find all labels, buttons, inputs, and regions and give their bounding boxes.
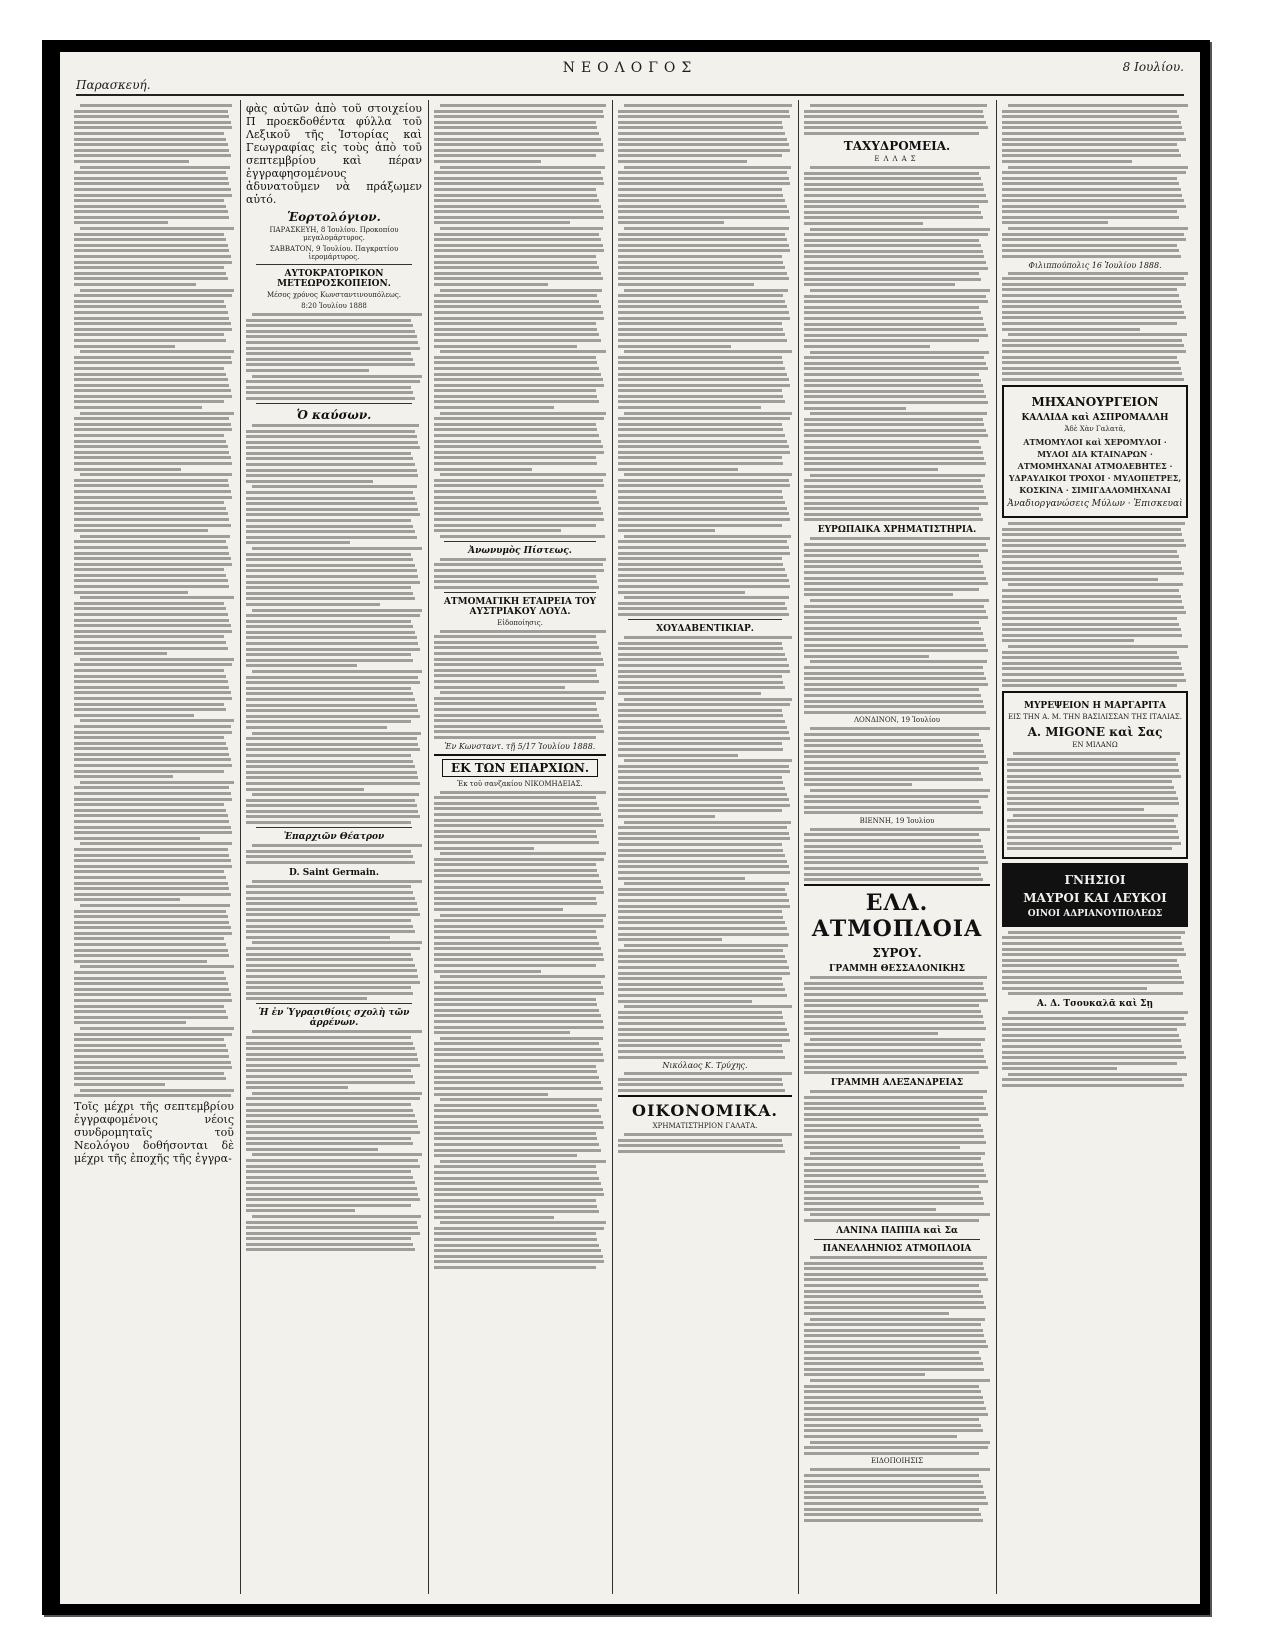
column-rule bbox=[798, 100, 799, 1594]
eortologion-friday: ΠΑΡΑΣΚΕΥΗ, 8 Ἰουλίου. Προκοπίου μεγαλομάρτυρος. bbox=[269, 226, 399, 242]
market-table bbox=[804, 727, 990, 814]
article-text bbox=[1002, 1011, 1188, 1087]
panhellenic-heading: ΠΑΝΕΛΛΗΝΙΟΣ ΑΤΜΟΠΛΟΙΑ bbox=[822, 1243, 972, 1254]
exchange-subheading: ΧΡΗΜΑΤΙΣΤΗΡΙΟΝ ΓΑΛΑΤΑ. bbox=[652, 1121, 758, 1130]
section-heading-chowdabentikiar: ΧΟΥΔΑΒΕΝΤΙΚΙΑΡ. bbox=[656, 624, 754, 635]
section-heading-provinces: ΕΚ ΤΩΝ ΕΠΑΡΧΙΩΝ. bbox=[442, 759, 598, 777]
perfumery-ad bbox=[1002, 691, 1188, 859]
section-heading-heat: Ὁ καύσων. bbox=[296, 407, 372, 422]
nikomedeia-subheading: Ἐκ τοῦ σανζακίου ΝΙΚΟΜΗΔΕΙΑΣ. bbox=[457, 779, 583, 788]
section-heading-oikonomika: ΟΙΚΟΝΟΜΙΚΑ. bbox=[632, 1100, 778, 1120]
article-text bbox=[618, 636, 792, 1059]
wine-ad bbox=[1002, 863, 1188, 927]
perfumery-title: ΜΥΡΕΨΕΙΟΝ Η ΜΑΡΓΑΡΙΤΑ bbox=[1024, 701, 1166, 712]
observatory-time: Μέσος χρόνος Κωνσταντινουπόλεως. bbox=[266, 291, 402, 299]
article-text bbox=[246, 1030, 422, 1251]
wine-agent: Α. Δ. Τσουκαλᾶ καὶ Σῃ bbox=[1036, 999, 1154, 1010]
subscription-notice-cont: φὰς αὐτῶν ἀπὸ τοῦ στοιχείου Π προεκδοθέντα φύλλα τοῦ Λεξικοῦ τῆς Ἱστορίας καὶ Γεωγραφίας εἰς τοὺς ἀπὸ τοῦ σεπτεμβρίου καὶ πέραν ἐγγραφησομένους ἀδυνατοῦμεν νὰ πράξωμεν αὐτό. bbox=[246, 102, 422, 206]
article-text bbox=[804, 166, 990, 521]
steamship-ad-title: ΕΛΛ. ΑΤΜΟΠΛΟΙΑ bbox=[811, 890, 983, 943]
date-line: Ἐν Κωνσταντ. τῇ 5/17 Ἰουλίου 1888. bbox=[444, 741, 596, 751]
masthead-section: Παρασκευή. bbox=[76, 78, 151, 92]
column-rule bbox=[240, 100, 241, 1594]
weather-table bbox=[246, 313, 422, 400]
article-text bbox=[246, 880, 422, 1000]
article-text bbox=[1002, 272, 1188, 381]
perfumery-brand: A. MIGONE καὶ Σας bbox=[1027, 725, 1163, 740]
article-text bbox=[1002, 931, 1188, 996]
machine-shop-address: Ἀδὲ Χὰν Γαλατᾶ, bbox=[1064, 424, 1126, 433]
article-text bbox=[1002, 104, 1188, 258]
wine-subtitle-2: ΟΙΝΟΙ ΑΔΡΙΑΝΟΥΠΟΛΕΩΣ bbox=[1027, 908, 1163, 919]
signature: Νικόλαος Κ. Τρύχης. bbox=[662, 1061, 748, 1071]
article-text bbox=[246, 424, 422, 824]
column-2 bbox=[246, 102, 422, 1592]
exchange-table bbox=[804, 104, 990, 135]
article-text bbox=[804, 976, 990, 1074]
article-text bbox=[434, 104, 606, 538]
market-table bbox=[804, 537, 990, 713]
wine-title: ΓΝΗΣΙΟΙ bbox=[1064, 872, 1126, 887]
alexandria-line-heading: ΓΡΑΜΜΗ ΑΛΕΞΑΝΔΡΕΙΑΣ bbox=[830, 1078, 964, 1089]
masthead bbox=[76, 56, 1184, 96]
machine-shop-items: ΑΤΜΟΜΥΛΟΙ καὶ ΧΕΡΟΜΥΛΟΙ · ΜΥΛΟΙ ΔΙΑ ΚΤΑΙΝΑΡΩΝ · ΑΤΜΟΜΗΧΑΝΑΙ ΑΤΜΟΛΕΒΗΤΕΣ · ΥΔΡΑΥΛΙΚΟΙ ΤΡΟΧΟΙ · ΜΥΛΟΠΕΤΡΕΣ, ΚΟΣΚΙΝΑ · ΣΙΜΙΓΔΑΛΟΜΗΧΑΝΑΙ bbox=[1008, 436, 1182, 495]
european-markets-heading: ΕΥΡΩΠΑΙΚΑ ΧΡΗΜΑΤΙΣΤΗΡΙΑ. bbox=[817, 525, 977, 536]
thessaloniki-line-heading: ΓΡΑΜΜΗ ΘΕΣΣΑΛΟΝΙΚΗΣ bbox=[828, 964, 966, 975]
column-rule bbox=[996, 100, 997, 1594]
notices-heading: ΕΙΔΟΠΟΙΗΣΙΣ bbox=[870, 1457, 924, 1466]
date-line: Φιλιππούπολις 16 Ἰουλίου 1888. bbox=[1028, 260, 1162, 270]
hellas-subheading: ΕΛΛΑΣ bbox=[874, 154, 920, 163]
article-text bbox=[434, 630, 606, 739]
article-text bbox=[804, 1468, 990, 1521]
masthead-title: ΝΕΟΛΟΓΟΣ bbox=[562, 60, 698, 76]
observatory-heading: ΑΥΤΟΚΡΑΤΟΡΙΚΟΝ ΜΕΤΕΩΡΟΣΚΟΠΕΙΟΝ. bbox=[277, 269, 391, 289]
machine-shop-owners: ΚΑΛΛΙΔΑ καὶ ΑΣΠΡΟΜΑΛΛΗ bbox=[1021, 412, 1169, 423]
article-text bbox=[618, 1133, 792, 1153]
column-rule bbox=[428, 100, 429, 1594]
article-text bbox=[1002, 522, 1188, 687]
section-heading-eortologion: Ἑορτολόγιον. bbox=[287, 210, 381, 224]
column-rule bbox=[612, 100, 613, 1594]
eortologion-saturday: ΣΑΒΒΑΤΟΝ, 9 Ἰουλίου. Παγκρατίου ἱερομάρτυρος. bbox=[269, 245, 399, 261]
column-6 bbox=[1002, 102, 1188, 1592]
machine-shop-footer: Ἀναδιοργανώσεις Μύλων · Ἐπισκευαὶ bbox=[1007, 498, 1183, 509]
article-text bbox=[804, 1090, 990, 1222]
article-text bbox=[246, 844, 422, 864]
column-1 bbox=[74, 102, 234, 1592]
article-text bbox=[74, 104, 234, 1097]
section-heading-school: Ἡ ἐν Ὑγρασιθίοις σχολὴ τῶν ἀρρένων. bbox=[258, 1008, 410, 1029]
article-text bbox=[434, 791, 606, 1269]
masthead-date: 8 Ιουλίου. bbox=[1122, 60, 1184, 74]
wine-subtitle: ΜΑΥΡΟΙ ΚΑΙ ΛΕΥΚΟΙ bbox=[1023, 890, 1167, 905]
section-heading-post: ΤΑΧΥΔΡΟΜΕΙΑ. bbox=[843, 138, 951, 153]
steamship-heading: ΑΤΜΟΜΑΓΙΚΗ ΕΤΑΙΡΕΙΑ ΤΟΥ ΑΥΣΤΡΙΑΚΟΥ ΛΟΥΔ. bbox=[443, 596, 597, 617]
london-heading: ΛΟΝΔΙΝΟΝ, 19 Ἰουλίου bbox=[853, 716, 941, 725]
machine-shop-title: ΜΗΧΑΝΟΥΡΓΕΙΟΝ bbox=[1031, 394, 1159, 409]
column-5 bbox=[804, 102, 990, 1592]
newspaper-page bbox=[60, 52, 1200, 1604]
vienna-heading: ΒΙΕΝΝΗ, 19 Ἰουλίου bbox=[859, 816, 935, 825]
perfumery-subtitle: ΕΙΣ ΤΗΝ Α. Μ. ΤΗΝ ΒΑΣΙΛΙΣΣΑΝ ΤΗΣ ΙΤΑΛΙΑΣ. bbox=[1008, 713, 1182, 722]
column-3 bbox=[434, 102, 606, 1592]
subscription-notice: Τοῖς μέχρι τῆς σεπτεμβρίου ἐγγραφομένοις νέοις συνδρομηταῖς τοῦ Νεολόγου δοθήσονται δὲ μέχρι τῆς ἐποχῆς τῆς ἐγγρα- bbox=[74, 1099, 234, 1165]
article-text bbox=[804, 1256, 990, 1455]
saint-germain-heading: D. Saint Germain. bbox=[289, 867, 379, 878]
market-table bbox=[804, 828, 990, 881]
article-text bbox=[618, 1072, 792, 1092]
perfumery-text bbox=[1007, 752, 1183, 850]
section-heading-anonymous: Ἀνωνυμὸς Πίστεως. bbox=[468, 545, 572, 556]
observatory-date: 8:20 Ἰουλίου 1888 bbox=[301, 302, 367, 310]
column-4 bbox=[618, 102, 792, 1592]
steamship-subheading: Εἰδοποίησις. bbox=[497, 618, 543, 627]
article-text bbox=[434, 558, 606, 589]
steamship-ad-city: ΣΥΡΟΥ. bbox=[872, 946, 922, 961]
agent-heading: ΛΑΝΙΝΑ ΠΑΠΠΑ καὶ Σα bbox=[836, 1225, 958, 1236]
machine-shop-ad bbox=[1002, 385, 1188, 518]
perfumery-city: ΕΝ ΜΙΛΑΝΩ bbox=[1072, 741, 1118, 750]
section-heading-theatre: Ἐπαρχιῶν Θέατρον bbox=[283, 832, 385, 843]
article-text bbox=[618, 104, 792, 616]
